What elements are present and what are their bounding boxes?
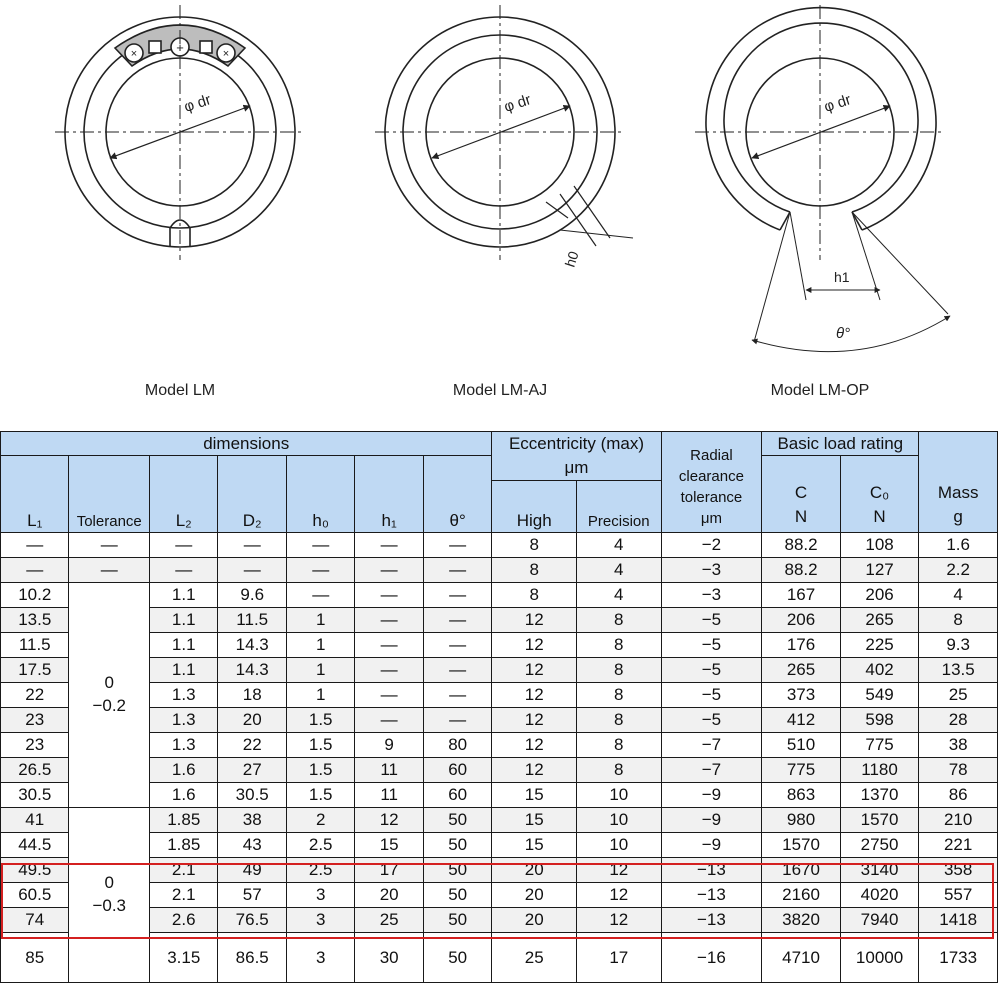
cell-l1: 44.5 — [1, 832, 69, 857]
cell-c: 88.2 — [762, 532, 841, 557]
cell-c: 412 — [762, 707, 841, 732]
cell-l2: 2.6 — [150, 907, 218, 932]
cell-precision: 8 — [576, 607, 661, 632]
cell-mass: 210 — [919, 807, 998, 832]
col-l2: L₂ — [150, 456, 218, 533]
cell-high: 12 — [492, 682, 577, 707]
table-row — [1, 807, 998, 832]
cell-theta: 60 — [423, 757, 492, 782]
cell-l1: 41 — [1, 807, 69, 832]
cell-precision: 12 — [576, 907, 661, 932]
cell-c: 373 — [762, 682, 841, 707]
cell-l2: 1.6 — [150, 757, 218, 782]
model-lm-op-diagram — [695, 5, 950, 352]
cell-high: 12 — [492, 607, 577, 632]
svg-text:×: × — [130, 48, 138, 60]
cell-theta: 50 — [423, 932, 492, 982]
cell-l2: — — [150, 532, 218, 557]
cell-theta: 60 — [423, 782, 492, 807]
cell-high: 15 — [492, 782, 577, 807]
cell-theta: 80 — [423, 732, 492, 757]
col-l1: L₁ — [1, 456, 69, 533]
cell-h1: — — [355, 607, 423, 632]
cell-h0: — — [286, 557, 354, 582]
cell-radial: −9 — [661, 807, 762, 832]
cell-precision: 8 — [576, 657, 661, 682]
cell-precision: 4 — [576, 532, 661, 557]
c-label: C — [794, 483, 808, 502]
cell-high: 12 — [492, 757, 577, 782]
cell-d2: 38 — [218, 807, 286, 832]
cell-theta: 50 — [423, 807, 492, 832]
cell-tolerance: — — [69, 557, 150, 582]
model-lm-aj-diagram — [375, 5, 633, 269]
eccentricity-unit: μm — [564, 457, 589, 477]
cell-mass: 28 — [919, 707, 998, 732]
cell-mass: 1.6 — [919, 532, 998, 557]
cell-h0: 2 — [286, 807, 354, 832]
cell-c0: 108 — [840, 532, 919, 557]
table-row — [1, 532, 998, 557]
spec-table — [0, 431, 998, 983]
cell-h0: 1 — [286, 607, 354, 632]
cell-radial: −13 — [661, 857, 762, 882]
header-radial-clearance — [661, 432, 762, 533]
caption-model-lm-op: Model LM-OP — [770, 382, 870, 399]
cell-theta: — — [423, 707, 492, 732]
cell-radial: −5 — [661, 607, 762, 632]
table-row — [1, 657, 998, 682]
cell-h0: — — [286, 532, 354, 557]
col-c0 — [840, 456, 919, 533]
cell-c: 510 — [762, 732, 841, 757]
cell-d2: 30.5 — [218, 782, 286, 807]
aj-h0-label: h0 — [561, 249, 582, 269]
caption-model-lm-aj: Model LM-AJ — [452, 382, 548, 399]
cell-l2: 1.1 — [150, 607, 218, 632]
cell-radial: −7 — [661, 757, 762, 782]
cell-c: 1670 — [762, 857, 841, 882]
cell-c: 88.2 — [762, 557, 841, 582]
cell-radial: −2 — [661, 532, 762, 557]
cell-precision: 8 — [576, 632, 661, 657]
cell-mass: 358 — [919, 857, 998, 882]
cell-l1: 60.5 — [1, 882, 69, 907]
table-row — [1, 932, 998, 982]
cell-c0: 265 — [840, 607, 919, 632]
cell-mass: 1733 — [919, 932, 998, 982]
cell-high: 12 — [492, 707, 577, 732]
cell-theta: 50 — [423, 857, 492, 882]
cell-l2: 1.1 — [150, 632, 218, 657]
cell-l1: 85 — [1, 932, 69, 982]
col-c — [762, 456, 841, 533]
mass-unit: g — [953, 506, 963, 526]
tolerance-lower: −0.3 — [92, 895, 127, 915]
cell-precision: 10 — [576, 807, 661, 832]
cell-h0: 1.5 — [286, 707, 354, 732]
cell-radial: −9 — [661, 832, 762, 857]
cell-h1: — — [355, 557, 423, 582]
op-theta-label: θ° — [836, 325, 851, 342]
cell-d2: 22 — [218, 732, 286, 757]
cell-c0: 206 — [840, 582, 919, 607]
cell-l1: 17.5 — [1, 657, 69, 682]
cell-l2: 1.3 — [150, 707, 218, 732]
cell-radial: −3 — [661, 582, 762, 607]
cell-c0: 2750 — [840, 832, 919, 857]
spec-table-body — [1, 532, 998, 982]
cell-theta: 50 — [423, 882, 492, 907]
cell-l1: — — [1, 557, 69, 582]
cell-precision: 12 — [576, 857, 661, 882]
cell-h0: — — [286, 582, 354, 607]
cell-c0: 7940 — [840, 907, 919, 932]
cell-h0: 1.5 — [286, 757, 354, 782]
cell-theta: — — [423, 657, 492, 682]
col-h0: h₀ — [286, 456, 354, 533]
cell-h1: — — [355, 657, 423, 682]
cell-h1: 9 — [355, 732, 423, 757]
cell-d2: 14.3 — [218, 632, 286, 657]
cell-l1: 11.5 — [1, 632, 69, 657]
cell-mass: 8 — [919, 607, 998, 632]
cell-precision: 12 — [576, 882, 661, 907]
cell-precision: 8 — [576, 757, 661, 782]
table-row — [1, 707, 998, 732]
tolerance-cell — [69, 807, 150, 982]
cell-l2: 1.85 — [150, 807, 218, 832]
aj-dr-label: φ dr — [501, 91, 534, 116]
cell-c0: 1570 — [840, 807, 919, 832]
cell-high: 12 — [492, 657, 577, 682]
cell-c: 980 — [762, 807, 841, 832]
cell-l1: 74 — [1, 907, 69, 932]
radial-clearance-label: Radial clearance tolerance — [678, 446, 744, 506]
cell-mass: 221 — [919, 832, 998, 857]
cell-radial: −16 — [661, 932, 762, 982]
cell-theta: 50 — [423, 832, 492, 857]
cell-high: 20 — [492, 857, 577, 882]
col-h1: h₁ — [355, 456, 423, 533]
col-high: High — [492, 480, 577, 532]
cell-high: 15 — [492, 807, 577, 832]
cell-high: 8 — [492, 557, 577, 582]
cell-d2: 43 — [218, 832, 286, 857]
table-row — [1, 557, 998, 582]
cell-high: 8 — [492, 582, 577, 607]
table-row — [1, 732, 998, 757]
col-precision: Precision — [576, 480, 661, 532]
cell-h0: 1 — [286, 632, 354, 657]
table-row — [1, 582, 998, 607]
tolerance-lower: −0.2 — [92, 695, 127, 715]
cell-c0: 598 — [840, 707, 919, 732]
cell-d2: 14.3 — [218, 657, 286, 682]
cell-d2: 57 — [218, 882, 286, 907]
cell-precision: 4 — [576, 582, 661, 607]
table-row — [1, 882, 998, 907]
cell-h0: 2.5 — [286, 857, 354, 882]
cell-c0: 1370 — [840, 782, 919, 807]
cell-h1: 17 — [355, 857, 423, 882]
cell-c: 4710 — [762, 932, 841, 982]
cell-l1: 26.5 — [1, 757, 69, 782]
cell-c: 176 — [762, 632, 841, 657]
cell-precision: 10 — [576, 782, 661, 807]
cell-c0: 4020 — [840, 882, 919, 907]
cell-h0: 1 — [286, 657, 354, 682]
cell-d2: — — [218, 532, 286, 557]
cell-radial: −5 — [661, 707, 762, 732]
cell-theta: — — [423, 532, 492, 557]
cell-theta: 50 — [423, 907, 492, 932]
cell-l1: 23 — [1, 707, 69, 732]
cell-c0: 10000 — [840, 932, 919, 982]
cell-radial: −7 — [661, 732, 762, 757]
cell-h1: 25 — [355, 907, 423, 932]
cell-c: 265 — [762, 657, 841, 682]
cell-high: 20 — [492, 882, 577, 907]
cell-h1: 30 — [355, 932, 423, 982]
cell-precision: 17 — [576, 932, 661, 982]
cell-l2: 1.1 — [150, 582, 218, 607]
header-basic-load-rating: Basic load rating — [762, 432, 919, 456]
cell-l1: — — [1, 532, 69, 557]
cell-h1: 20 — [355, 882, 423, 907]
cell-precision: 8 — [576, 707, 661, 732]
cell-h0: 3 — [286, 932, 354, 982]
col-tolerance: Tolerance — [69, 456, 150, 533]
cell-high: 20 — [492, 907, 577, 932]
header-eccentricity — [492, 432, 661, 481]
radial-clearance-unit: μm — [700, 509, 722, 527]
cell-d2: — — [218, 557, 286, 582]
table-row — [1, 832, 998, 857]
cell-c: 206 — [762, 607, 841, 632]
cell-c: 167 — [762, 582, 841, 607]
cell-high: 12 — [492, 732, 577, 757]
cell-c0: 3140 — [840, 857, 919, 882]
table-row — [1, 857, 998, 882]
c0-unit: N — [873, 506, 886, 526]
eccentricity-label: Eccentricity (max) — [508, 434, 645, 453]
cell-mass: 13.5 — [919, 657, 998, 682]
cell-d2: 86.5 — [218, 932, 286, 982]
cell-d2: 20 — [218, 707, 286, 732]
cell-c: 775 — [762, 757, 841, 782]
cell-h0: 3 — [286, 907, 354, 932]
cell-theta: — — [423, 582, 492, 607]
cell-h1: 11 — [355, 757, 423, 782]
cell-h1: — — [355, 682, 423, 707]
model-lm-diagram — [55, 5, 305, 260]
cell-d2: 49 — [218, 857, 286, 882]
cell-d2: 18 — [218, 682, 286, 707]
cell-mass: 2.2 — [919, 557, 998, 582]
header-mass — [919, 432, 998, 533]
cell-h1: — — [355, 532, 423, 557]
cell-high: 12 — [492, 632, 577, 657]
table-row — [1, 757, 998, 782]
cell-radial: −5 — [661, 682, 762, 707]
cell-l2: 1.85 — [150, 832, 218, 857]
cell-mass: 38 — [919, 732, 998, 757]
table-row — [1, 782, 998, 807]
cell-c0: 402 — [840, 657, 919, 682]
caption-model-lm: Model LM — [144, 382, 216, 399]
cell-l2: 1.6 — [150, 782, 218, 807]
op-h1-label: h1 — [834, 269, 850, 285]
cell-c0: 775 — [840, 732, 919, 757]
cell-h1: 11 — [355, 782, 423, 807]
cell-l1: 22 — [1, 682, 69, 707]
lm-dr-label: φ dr — [181, 91, 214, 116]
cell-l1: 23 — [1, 732, 69, 757]
cell-d2: 76.5 — [218, 907, 286, 932]
header-dimensions: dimensions — [1, 432, 492, 456]
cell-radial: −13 — [661, 907, 762, 932]
cell-precision: 8 — [576, 682, 661, 707]
cell-high: 8 — [492, 532, 577, 557]
cell-high: 25 — [492, 932, 577, 982]
cell-l2: 2.1 — [150, 857, 218, 882]
cell-h0: 1.5 — [286, 782, 354, 807]
svg-text:+: + — [176, 40, 184, 55]
cell-d2: 11.5 — [218, 607, 286, 632]
cell-c0: 1180 — [840, 757, 919, 782]
cell-h1: 12 — [355, 807, 423, 832]
cell-radial: −3 — [661, 557, 762, 582]
cell-l2: 2.1 — [150, 882, 218, 907]
cell-mass: 4 — [919, 582, 998, 607]
cell-h1: — — [355, 707, 423, 732]
cell-l2: 3.15 — [150, 932, 218, 982]
cell-mass: 86 — [919, 782, 998, 807]
tolerance-cell — [69, 582, 150, 807]
cell-c0: 225 — [840, 632, 919, 657]
bearing-diagrams — [0, 0, 1000, 430]
cell-high: 15 — [492, 832, 577, 857]
cell-l2: 1.3 — [150, 732, 218, 757]
cell-theta: — — [423, 557, 492, 582]
cell-l1: 13.5 — [1, 607, 69, 632]
cell-h1: — — [355, 582, 423, 607]
cell-theta: — — [423, 632, 492, 657]
cell-mass: 1418 — [919, 907, 998, 932]
cell-d2: 27 — [218, 757, 286, 782]
cell-c0: 127 — [840, 557, 919, 582]
cell-mass: 557 — [919, 882, 998, 907]
cell-c: 863 — [762, 782, 841, 807]
col-d2: D₂ — [218, 456, 286, 533]
table-row — [1, 907, 998, 932]
cell-c: 1570 — [762, 832, 841, 857]
cell-mass: 78 — [919, 757, 998, 782]
cell-l2: 1.1 — [150, 657, 218, 682]
svg-text:×: × — [222, 48, 230, 60]
cell-l1: 30.5 — [1, 782, 69, 807]
cell-radial: −9 — [661, 782, 762, 807]
table-row — [1, 632, 998, 657]
cell-l2: 1.3 — [150, 682, 218, 707]
cell-precision: 8 — [576, 732, 661, 757]
cell-d2: 9.6 — [218, 582, 286, 607]
cell-mass: 25 — [919, 682, 998, 707]
cell-precision: 4 — [576, 557, 661, 582]
cell-c: 2160 — [762, 882, 841, 907]
table-row — [1, 682, 998, 707]
cell-h1: — — [355, 632, 423, 657]
cell-l2: — — [150, 557, 218, 582]
cell-h1: 15 — [355, 832, 423, 857]
cell-theta: — — [423, 607, 492, 632]
cell-tolerance: — — [69, 532, 150, 557]
cell-c0: 549 — [840, 682, 919, 707]
cell-c: 3820 — [762, 907, 841, 932]
op-dr-label: φ dr — [821, 91, 854, 116]
cell-radial: −5 — [661, 632, 762, 657]
cell-l1: 10.2 — [1, 582, 69, 607]
cell-h0: 3 — [286, 882, 354, 907]
col-theta: θ° — [423, 456, 492, 533]
mass-label: Mass — [937, 483, 979, 502]
cell-h0: 1.5 — [286, 732, 354, 757]
tolerance-upper: 0 — [104, 672, 114, 692]
tolerance-upper: 0 — [104, 872, 114, 892]
cell-l1: 49.5 — [1, 857, 69, 882]
cell-radial: −5 — [661, 657, 762, 682]
cell-h0: 1 — [286, 682, 354, 707]
cell-radial: −13 — [661, 882, 762, 907]
table-row — [1, 607, 998, 632]
cell-theta: — — [423, 682, 492, 707]
cell-precision: 10 — [576, 832, 661, 857]
cell-h0: 2.5 — [286, 832, 354, 857]
c-unit: N — [794, 506, 808, 526]
cell-mass: 9.3 — [919, 632, 998, 657]
c0-label: C₀ — [869, 483, 890, 502]
